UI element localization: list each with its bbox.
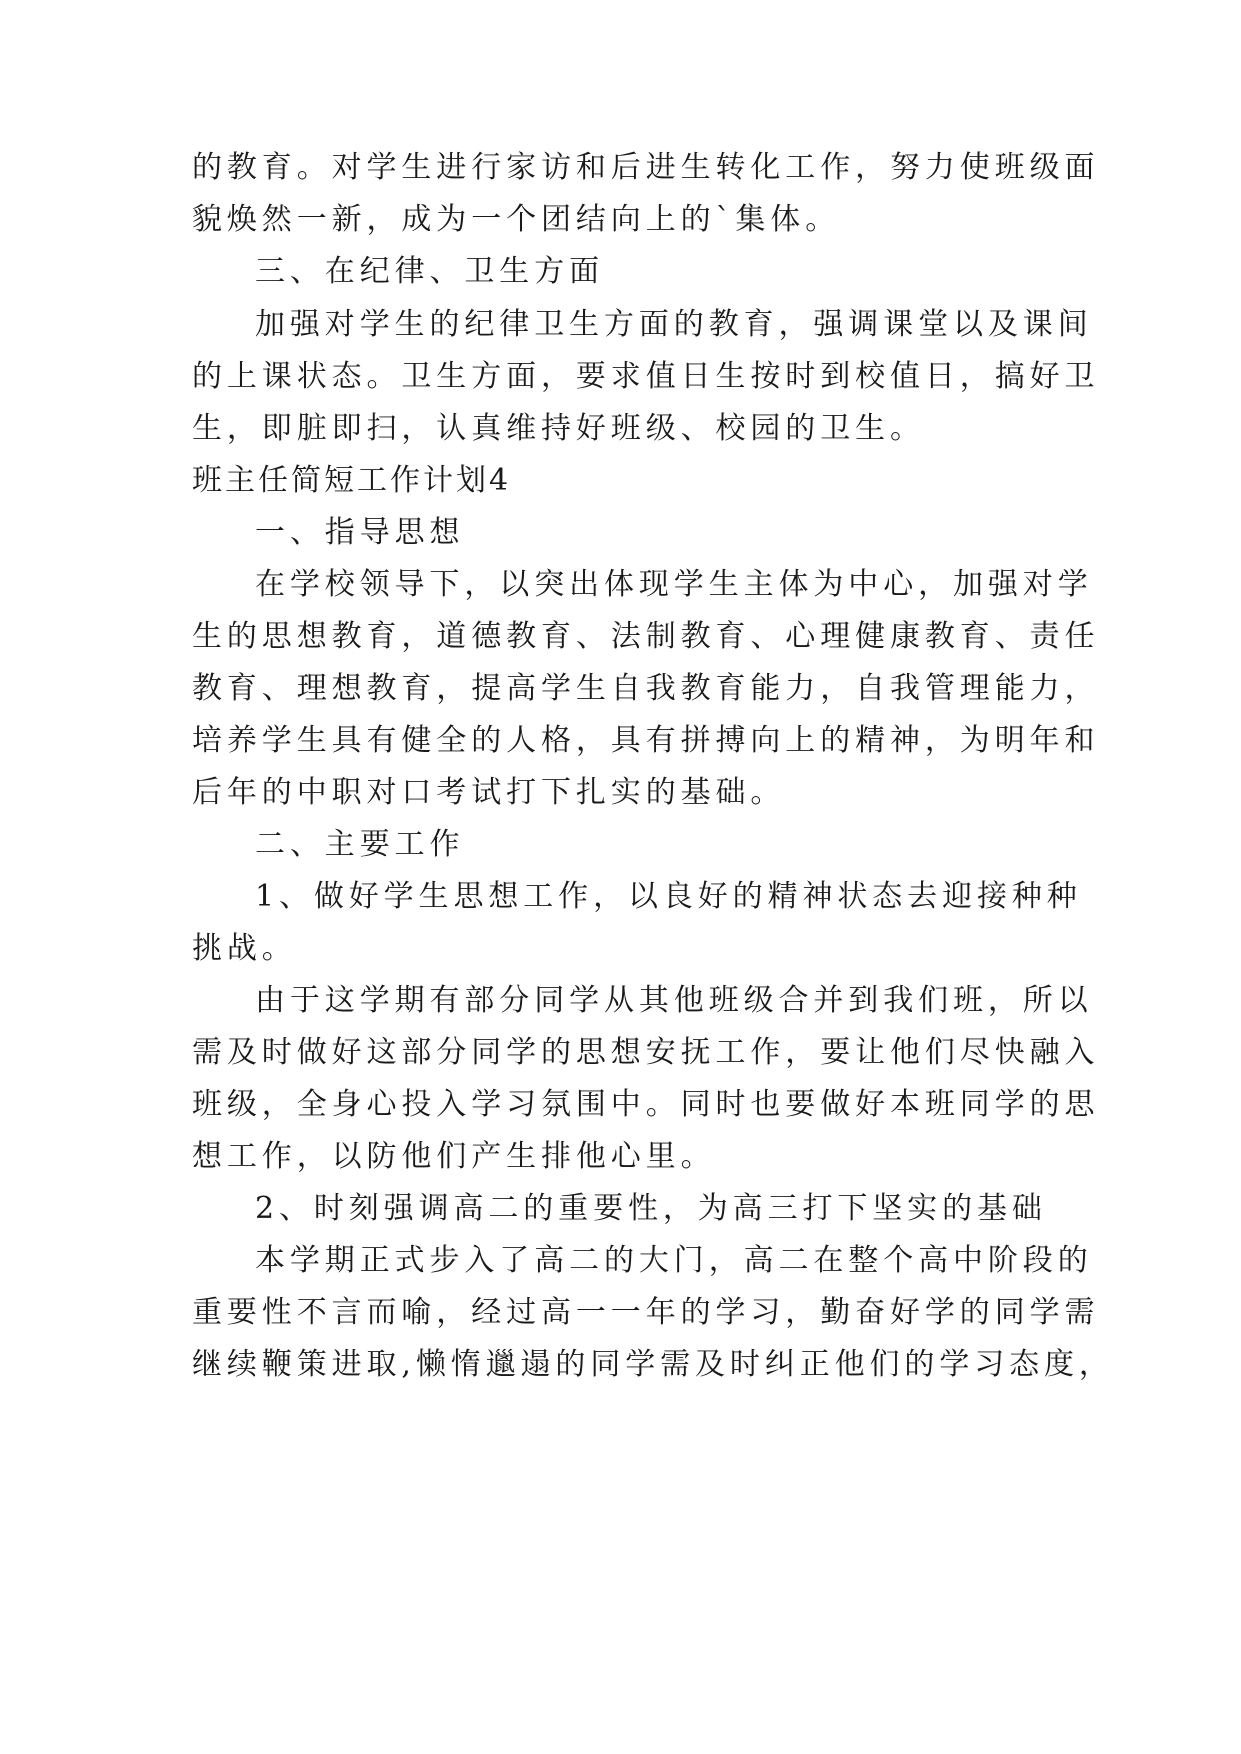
paragraph-line: 班级，全身心投入学习氛围中。同时也要做好本班同学的思 — [192, 1087, 1100, 1122]
paragraph-line: 由于这学期有部分同学从其他班级合并到我们班，所以 — [255, 983, 1093, 1018]
section-heading: 一、指导思想 — [255, 515, 465, 550]
paragraph-line: 生的思想教育，道德教育、法制教育、心理健康教育、责任 — [192, 619, 1100, 654]
paragraph-line: 继续鞭策进取,懒惰邋遢的同学需及时纠正他们的学习态度， — [192, 1347, 1114, 1382]
paragraph-line: 培养学生具有健全的人格，具有拼搏向上的精神，为明年和 — [192, 723, 1100, 758]
paragraph-line: 想工作，以防他们产生排他心里。 — [192, 1139, 716, 1174]
paragraph-line: 貌焕然一新，成为一个团结向上的`集体。 — [192, 202, 841, 237]
paragraph-line: 的上课状态。卫生方面，要求值日生按时到校值日，搞好卫 — [192, 359, 1100, 394]
paragraph-line: 的教育。对学生进行家访和后进生转化工作，努力使班级面 — [192, 150, 1100, 185]
paragraph-line: 加强对学生的纪律卫生方面的教育，强调课堂以及课间 — [255, 307, 1093, 342]
paragraph-line: 挑战。 — [192, 931, 297, 966]
document-title: 班主任简短工作计划4 — [192, 463, 512, 498]
section-heading: 二、主要工作 — [255, 827, 465, 862]
paragraph-line: 教育、理想教育，提高学生自我教育能力，自我管理能力， — [192, 671, 1100, 706]
paragraph-line: 生，即脏即扫，认真维持好班级、校园的卫生。 — [192, 411, 925, 446]
paragraph-line: 后年的中职对口考试打下扎实的基础。 — [192, 775, 786, 810]
list-item-heading: 1、做好学生思想工作，以良好的精神状态去迎接种种 — [255, 879, 1082, 914]
section-heading: 三、在纪律、卫生方面 — [255, 254, 604, 289]
list-item-heading: 2、时刻强调高二的重要性，为高三打下坚实的基础 — [255, 1191, 1047, 1226]
paragraph-line: 重要性不言而喻，经过高一一年的学习，勤奋好学的同学需 — [192, 1295, 1100, 1330]
paragraph-line: 在学校领导下，以突出体现学生主体为中心，加强对学 — [255, 567, 1093, 602]
paragraph-line: 本学期正式步入了高二的大门，高二在整个高中阶段的 — [255, 1243, 1093, 1278]
paragraph-line: 需及时做好这部分同学的思想安抚工作，要让他们尽快融入 — [192, 1035, 1100, 1070]
